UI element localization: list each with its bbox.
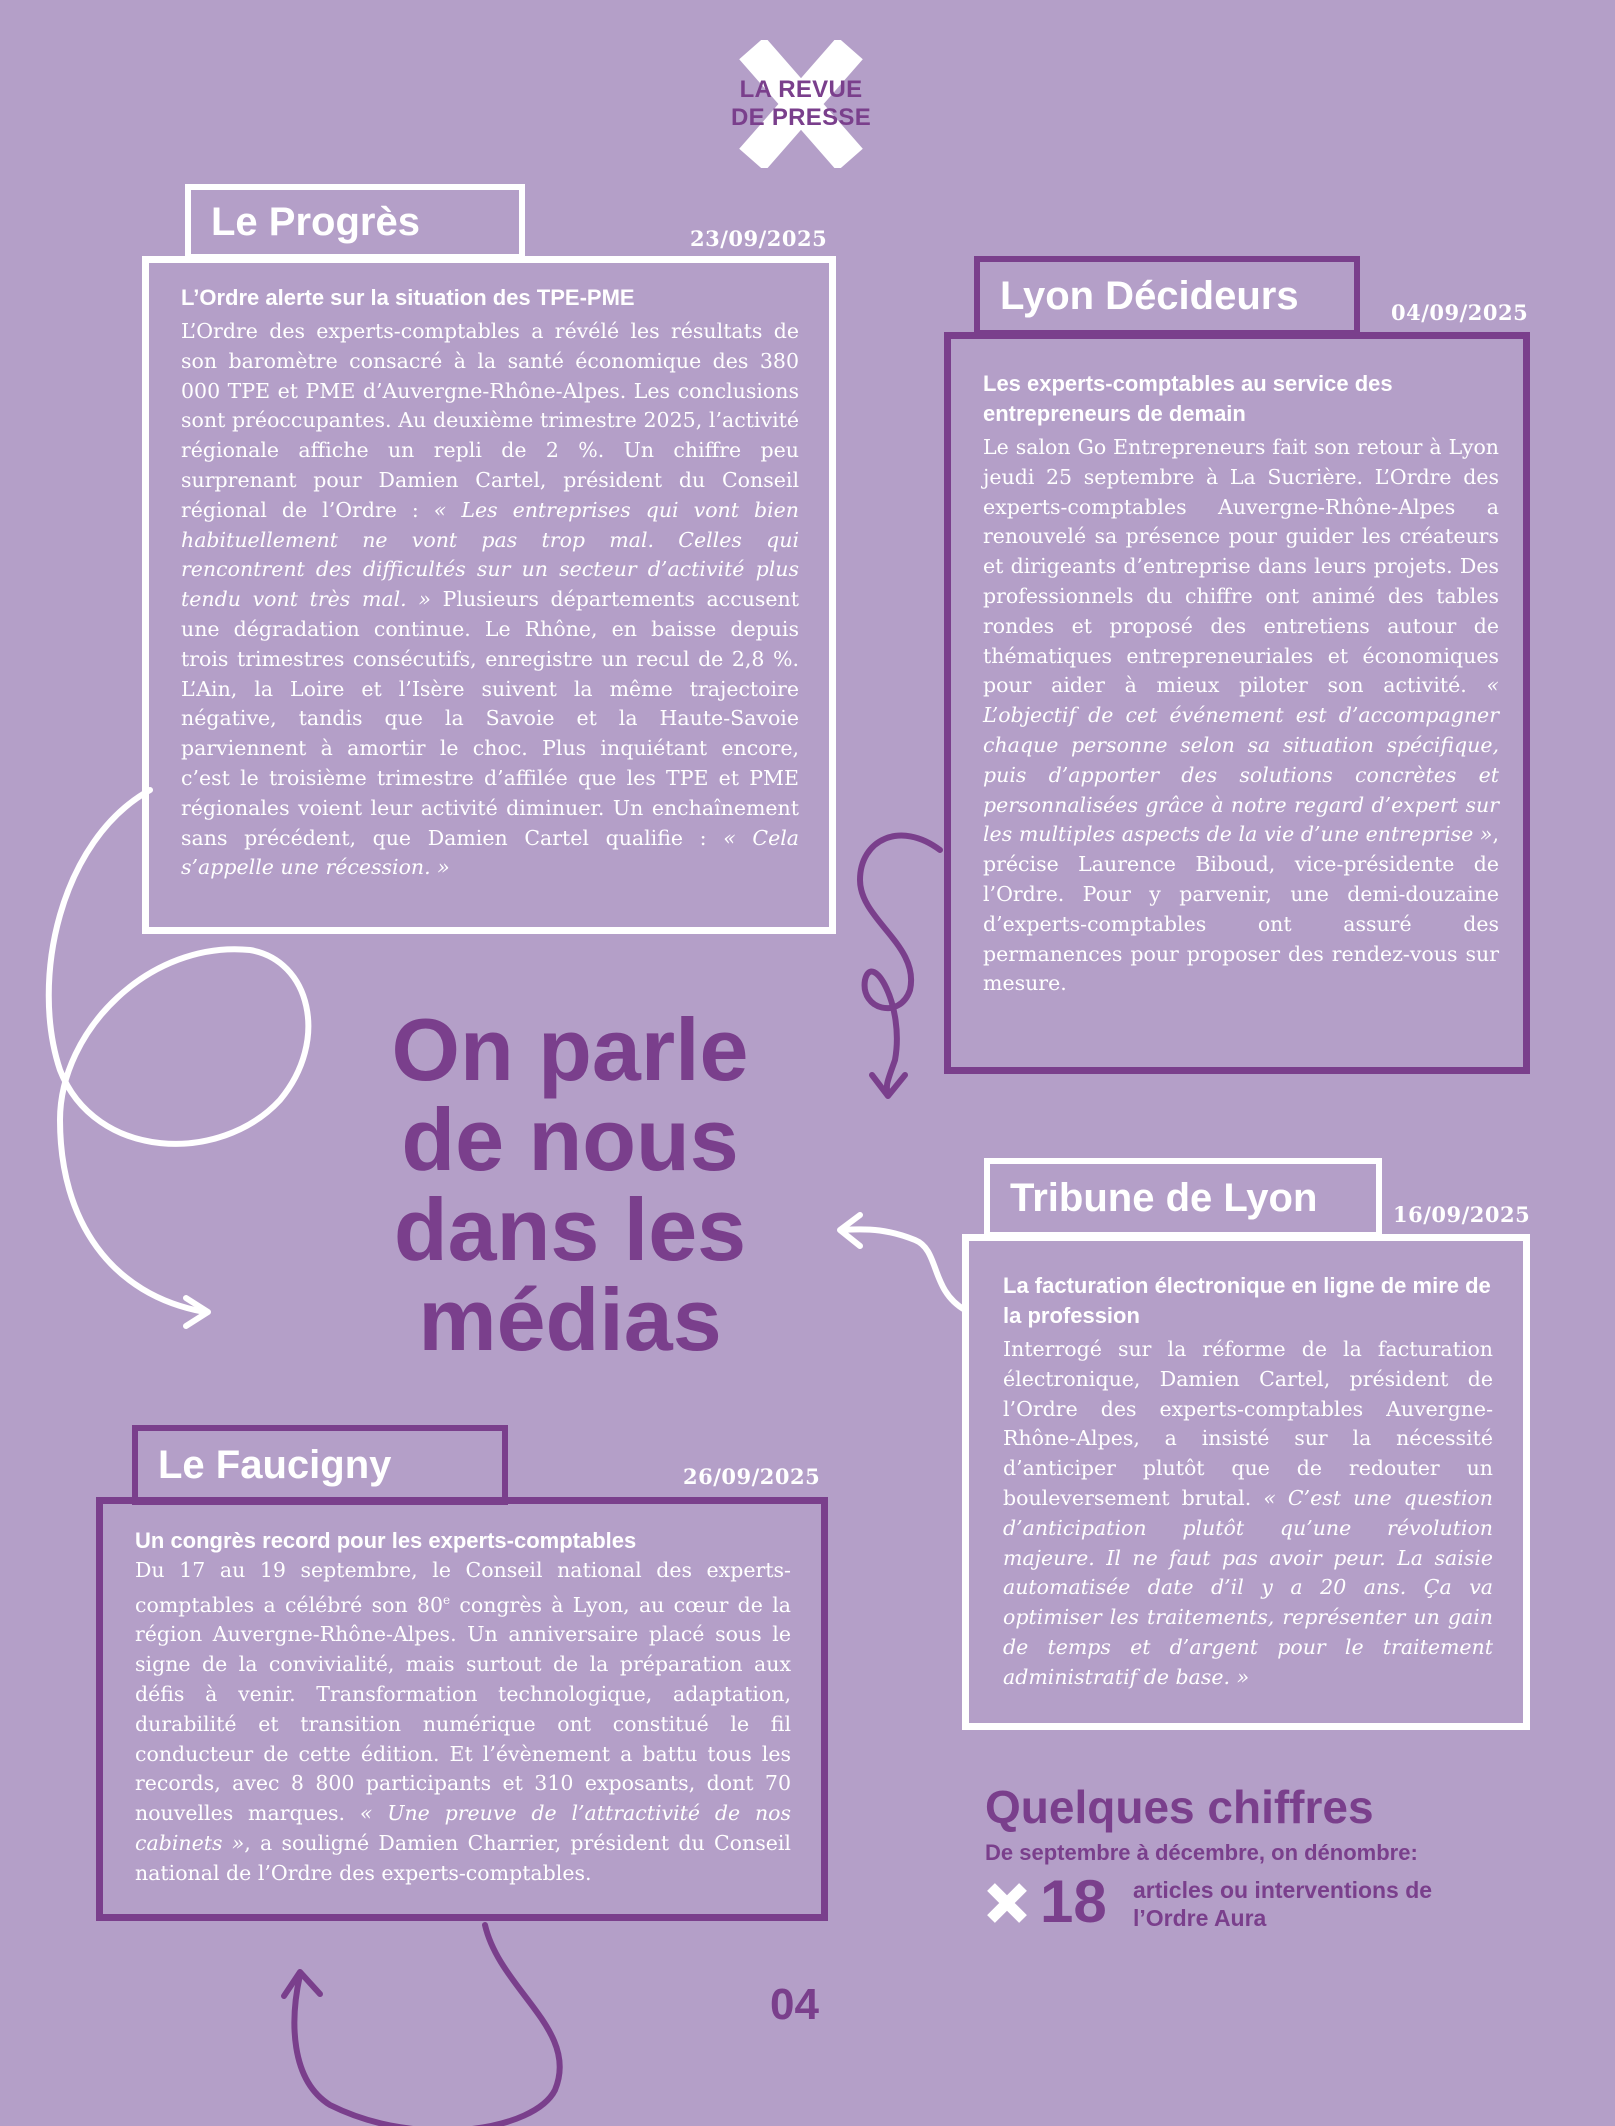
page-number: 04 [770, 1980, 819, 2029]
title-line: On parle [391, 1000, 749, 1099]
stat-number: 18 [1040, 1868, 1107, 1935]
article-headline: Un congrès record pour les experts-comptables [135, 1528, 637, 1553]
chiffres-subtitle: De septembre à décembre, on dénombre: [985, 1840, 1418, 1865]
article-quote: « Cela s’appelle une récession. » [181, 825, 799, 880]
article-headline: La facturation électronique en ligne de mire de la profession [1003, 1273, 1491, 1328]
source-name: Tribune de Lyon [1010, 1176, 1318, 1220]
article-date: 26/09/2025 [683, 1464, 821, 1489]
title-line: médias [418, 1270, 722, 1369]
article-body: Interrogé sur la réforme de la facturation électronique, Damien Cartel, président de l’Ordre des experts-comptables Auvergne-Rhône-Alpes, a insisté sur la nécessité d’anticiper plutôt que de redouter un bouleversement brutal. « C’est une question d’anticipation plutôt qu’une révolution majeure. Il ne faut pas avoir peur. La saisie automatisée date d’il y a 20 ans. Ça va optimiser les traitements, représenter un gain de temps et d’argent pour le traitement administratif de base. » [1003, 1337, 1493, 1689]
source-tab-le-faucigny [132, 1425, 508, 1505]
purple-loop-arrow [294, 1925, 559, 2126]
article-body: Du 17 au 19 septembre, le Conseil national des experts-comptables a célébré son 80e congrès à Lyon, au cœur de la région Auvergne-Rhône-Alpes. Un anniversaire placé sous le signe de la convivialité, mais surtout de la préparation aux défis à venir. Transformation technologique, adaptation, durabilité et transition numérique ont constitué le fil conducteur de cette édition. Et l’évènement a battu tous les records, avec 8 800 participants et 310 exposants, dont 70 nouvelles marques. « Une preuve de l’attractivité de nos cabinets », a souligné Damien Charrier, président du Conseil national de l’Ordre des experts-comptables. [135, 1558, 792, 1885]
revue-de-presse-logo [732, 40, 870, 168]
title-line: de nous [401, 1090, 739, 1189]
article-date: 16/09/2025 [1393, 1202, 1531, 1227]
purple-squiggle-arrow [860, 836, 940, 1095]
article-body: L’Ordre des experts-comptables a révélé les résultats de son baromètre consacré à la santé économique des 380 000 TPE et PME d’Auvergne-Rhône-Alpes. Les conclusions sont préoccupantes. Au deuxième trimestre 2025, l’activité régionale affiche un repli de 2 %. Un chiffre peu surprenant pour Damien Cartel, président du Conseil régional de l’Ordre : « Les entreprises qui vont bien habituellement ne vont pas trop mal. Celles qui rencontrent des difficultés sur un secteur d’activité plus tendu vont très mal. » Plusieurs départements accusent une dégradation continue. Le Rhône, en baisse depuis trois trimestres consécutifs, enregistre un recul de 2,8 %. L’Ain, la Loire et l’Isère suivent la même trajectoire négative, tandis que la Savoie et la Haute-Savoie parviennent à amortir le choc. Plus inquiétant encore, c’est le troisième trimestre d’affilée que les TPE et PME régionales voient leur activité diminuer. Un enchaînement sans précédent, que Damien Cartel qualifie : « Cela s’appelle une récession. » [181, 319, 799, 880]
article-quote: « L’objectif de cet événement est d’accompagner chaque personne selon sa situation spécifique, puis d’apporter des solutions concrètes et personnalisées grâce à notre regard d’expert sur les multiples aspects de la vie d’une entreprise » [983, 673, 1499, 847]
logo-line-1: LA REVUE [739, 76, 863, 103]
x-icon [985, 1882, 1029, 1924]
article-date: 23/09/2025 [690, 226, 828, 251]
article-box-tribune-de-lyon [962, 1234, 1530, 1730]
article-body: Le salon Go Entrepreneurs fait son retour à Lyon jeudi 25 septembre à La Sucrière. L’Ordre des experts-comptables Auvergne-Rhône-Alpes a renouvelé sa présence pour guider les créateurs et dirigeants d’entreprise dans leurs projets. Des professionnels du chiffre ont animé des tables rondes et proposé des entretiens autour de thématiques entrepreneuriales et économiques pour aider à mieux piloter son activité. « L’objectif de cet événement est d’accompagner chaque personne selon sa situation spécifique, puis d’apporter des solutions concrètes et personnalisées grâce à notre regard d’expert sur les multiples aspects de la vie d’une entreprise », précise Laurence Biboud, vice-présidente de l’Ordre. Pour y parvenir, une demi-douzaine d’experts-comptables ont assuré des permanences pour proposer des rendez-vous sur mesure. [983, 435, 1499, 996]
source-name: Le Progrès [211, 200, 420, 244]
chiffres-title: Quelques chiffres [985, 1781, 1374, 1833]
article-box-lyon-decideurs [944, 332, 1530, 1074]
article-box-le-progres [142, 256, 836, 934]
logo-line-2: DE PRESSE [730, 104, 872, 131]
stat-label: articles ou interventions de l’Ordre Aura [1133, 1877, 1433, 1931]
source-name: Le Faucigny [158, 1443, 392, 1487]
white-curve-arrow [842, 1229, 965, 1310]
article-headline: L’Ordre alerte sur la situation des TPE-PME [181, 285, 635, 310]
source-name: Lyon Décideurs [1000, 274, 1299, 318]
title-line: dans les [393, 1180, 747, 1279]
source-tab-tribune-de-lyon [984, 1158, 1382, 1238]
logo-text [722, 76, 880, 132]
article-box-le-faucigny [96, 1497, 828, 1921]
article-quote: « Les entreprises qui vont bien habituellement ne vont pas trop mal. Celles qui rencontrent des difficultés sur un secteur d’activité plus tendu vont très mal. » [181, 497, 799, 612]
article-date: 04/09/2025 [1391, 300, 1529, 325]
article-quote: « Une preuve de l’attractivité de nos cabinets » [135, 1801, 792, 1855]
source-tab-lyon-decideurs [974, 256, 1360, 336]
source-tab-le-progres [185, 184, 525, 260]
article-quote: « C’est une question d’anticipation plutôt qu’une révolution majeure. Il ne faut pas avoir peur. La saisie automatisée date d’il y a 20 ans. Ça va optimiser les traitements, représenter un gain de temps et d’argent pour le traitement administratif de base. » [1003, 1485, 1493, 1689]
page-title [330, 1000, 810, 1369]
article-headline: Les experts-comptables au service des entrepreneurs de demain [983, 371, 1393, 426]
